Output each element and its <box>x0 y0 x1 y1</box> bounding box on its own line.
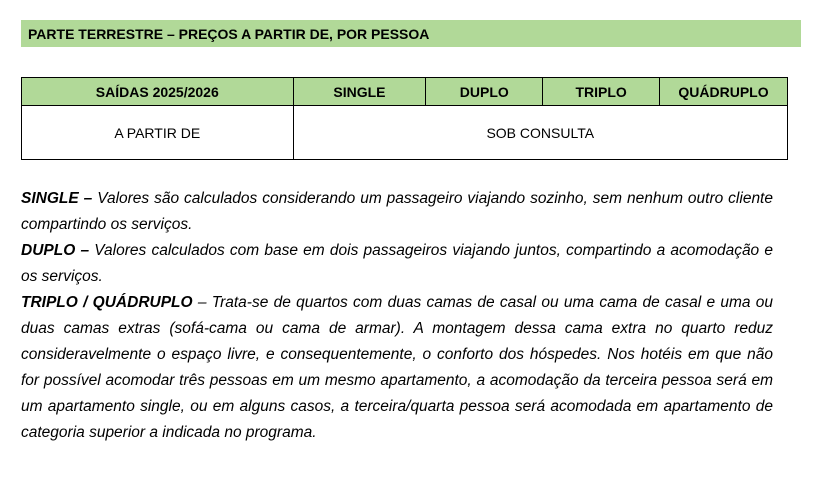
cell-price: SOB CONSULTA <box>293 106 787 160</box>
note-text: – Trata-se de quartos com duas camas de casal ou uma cama de casal e uma ou duas camas extras (sofá-cama ou cama de armar). A montagem dessa cama extra no quarto reduz consideravelmente o espaço livre, e consequentemente, o conforto dos hóspedes. Nos hotéis em que não for possível acomodar três pessoas em um mesmo apartamento, a acomodação da terceira pessoa será em um apartamento single, ou em alguns casos, a terceira/quarta pessoa será acomodada em apartamento de categoria superior a indicada no programa. <box>21 294 774 441</box>
note-term: DUPLO – <box>21 242 90 259</box>
note-single <box>21 186 773 238</box>
cell-departure: A PARTIR DE <box>22 106 294 160</box>
header-single: SINGLE <box>293 78 426 106</box>
section-title-bar <box>21 20 801 47</box>
notes-section <box>21 186 773 446</box>
header-departures: SAÍDAS 2025/2026 <box>22 78 294 106</box>
note-term: TRIPLO / QUÁDRUPLO <box>21 294 193 311</box>
note-text: Valores calculados com base em dois passageiros viajando juntos, compartindo a acomodação e os serviços. <box>21 242 773 285</box>
table-header-row <box>22 78 788 106</box>
note-triplo-quadruplo <box>21 290 773 446</box>
price-table <box>21 77 788 160</box>
header-quadruplo: QUÁDRUPLO <box>660 78 788 106</box>
note-duplo <box>21 238 773 290</box>
note-term: SINGLE – <box>21 190 93 207</box>
section-title: PARTE TERRESTRE – PREÇOS A PARTIR DE, POR PESSOA <box>28 25 430 42</box>
table-row <box>22 106 788 160</box>
header-triplo: TRIPLO <box>543 78 660 106</box>
header-duplo: DUPLO <box>426 78 543 106</box>
note-text: Valores são calculados considerando um passageiro viajando sozinho, sem nenhum outro cliente compartindo os serviços. <box>21 190 773 233</box>
